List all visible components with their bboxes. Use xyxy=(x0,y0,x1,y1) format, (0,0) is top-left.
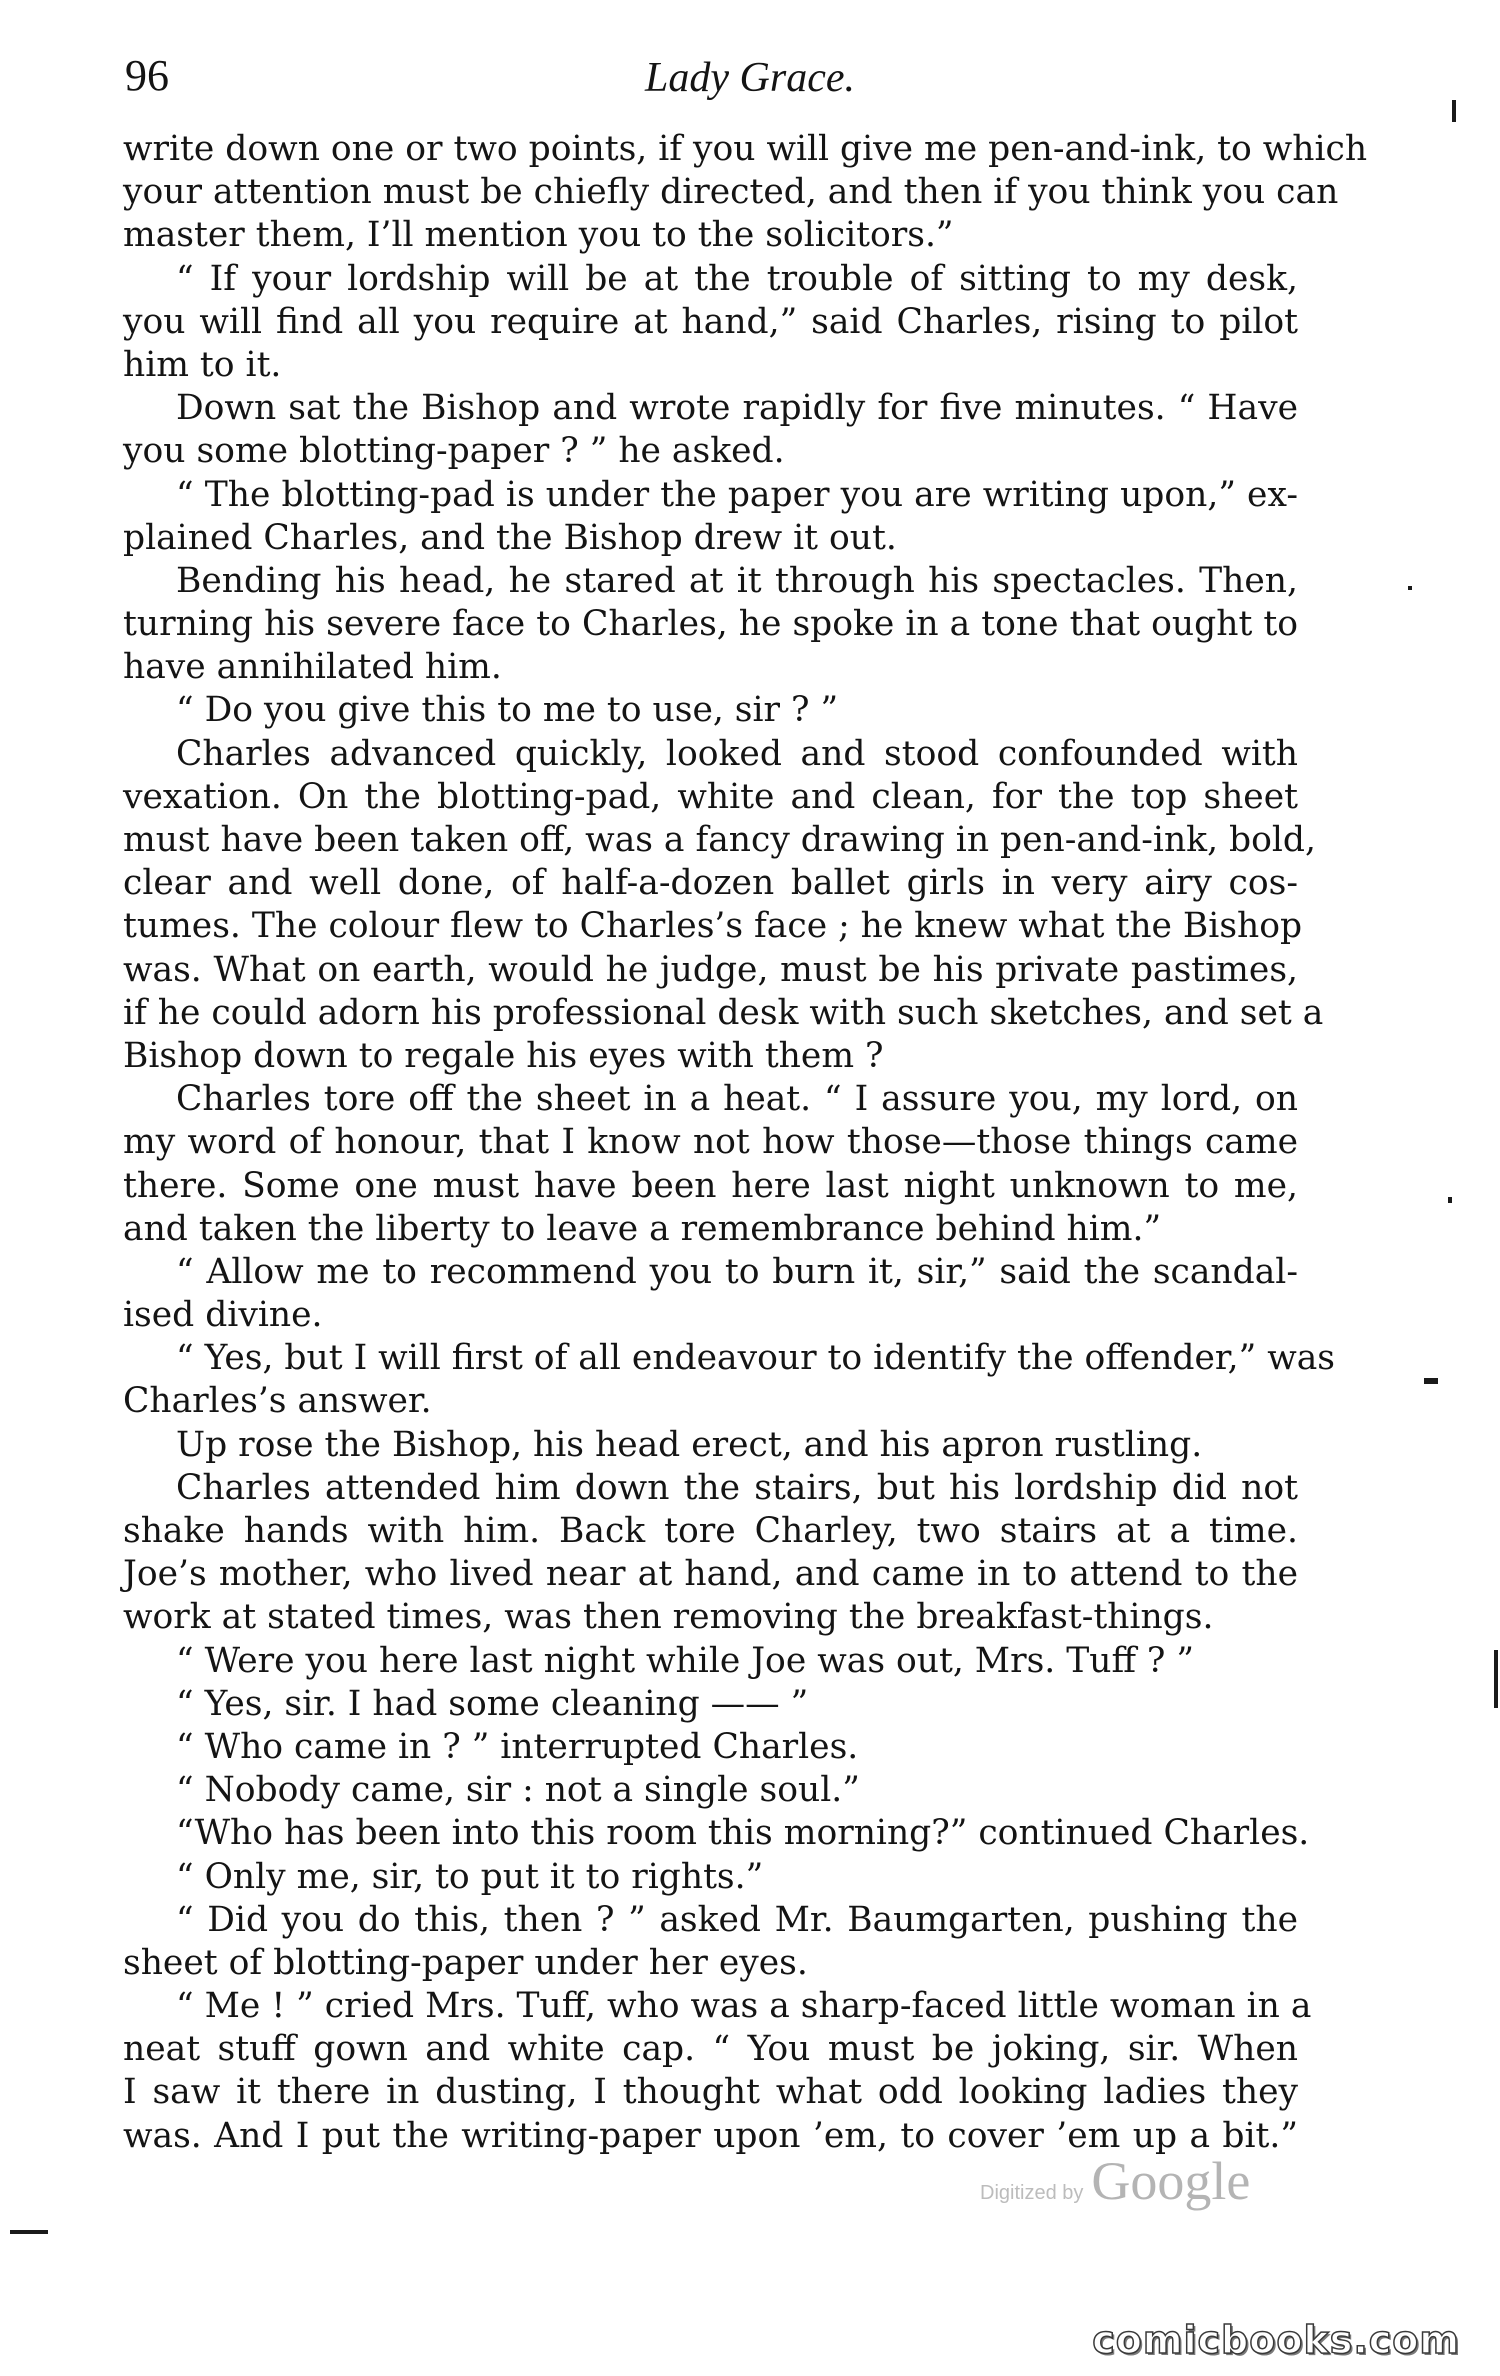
text-line: if he could adorn his professional desk with such sketches, and set a xyxy=(123,992,1324,1033)
page-body-text xyxy=(123,128,1368,2158)
text-line: Joe’s mother, who lived near at hand, and came in to attend to the xyxy=(123,1554,1298,1595)
text-line: “ Only me, sir, to put it to rights.” xyxy=(176,1856,764,1897)
text-line: shake hands with him. Back tore Charley, two stairs at a time. xyxy=(123,1511,1298,1551)
text-line: tumes. The colour flew to Charles’s face ; he knew what the Bishop xyxy=(123,906,1303,947)
text-line: “ If your lordship will be at the trouble of sitting to my desk, xyxy=(176,258,1298,299)
digitized-by-label: Digitized by xyxy=(980,2182,1084,2204)
text-line: Bending his head, he stared at it through his spectacles. Then, xyxy=(176,560,1298,601)
text-line: was. And I put the writing-paper upon ’em, to cover ’em up a bit.” xyxy=(123,2115,1298,2156)
margin-mark-left-dash xyxy=(10,2230,48,2234)
text-line: “ Were you here last night while Joe was out, Mrs. Tuff ? ” xyxy=(176,1640,1195,1681)
text-line: “ Did you do this, then ? ” asked Mr. Baumgarten, pushing the xyxy=(176,1899,1298,1940)
text-line: must have been taken off, was a fancy drawing in pen-and-ink, bold, xyxy=(123,820,1316,860)
text-line: “ Yes, but I will first of all endeavour to identify the offender,” was xyxy=(176,1338,1336,1379)
margin-mark-top xyxy=(1452,100,1456,122)
margin-mark-dot xyxy=(1448,1197,1452,1203)
text-line: work at stated times, was then removing the breakfast-things. xyxy=(123,1597,1214,1638)
text-line: your attention must be chiefly directed, and then if you think you can xyxy=(123,172,1339,213)
running-title: Lady Grace. xyxy=(645,55,855,101)
text-line: you some blotting-paper ? ” he asked. xyxy=(123,431,785,472)
text-line: ised divine. xyxy=(123,1295,323,1336)
text-line: sheet of blotting-paper under her eyes. xyxy=(123,1942,808,1983)
text-line: neat stuff gown and white cap. “ You must be joking, sir. When xyxy=(123,2029,1298,2070)
text-line: I saw it there in dusting, I thought what odd looking ladies they xyxy=(123,2072,1298,2113)
text-line: “ Nobody came, sir : not a single soul.” xyxy=(176,1770,860,1811)
text-line: Up rose the Bishop, his head erect, and his apron rustling. xyxy=(176,1424,1203,1465)
comicbooks-watermark: comicbooks.com xyxy=(1092,2318,1460,2362)
text-line: “ Do you give this to me to use, sir ? ” xyxy=(176,690,839,731)
text-line: him to it. xyxy=(123,344,282,385)
text-line: plained Charles, and the Bishop drew it out. xyxy=(123,517,897,558)
margin-mark-dash xyxy=(1424,1378,1438,1384)
text-line: turning his severe face to Charles, he spoke in a tone that ought to xyxy=(123,604,1298,645)
text-line: my word of honour, that I know not how those—those things came xyxy=(123,1122,1298,1163)
text-line: “ The blotting-pad is under the paper you are writing upon,” ex- xyxy=(176,474,1298,515)
digitized-by-google-mark xyxy=(980,2150,1250,2212)
text-line: Charles’s answer. xyxy=(123,1381,432,1422)
text-line: Charles advanced quickly, looked and stood confounded with xyxy=(176,733,1298,774)
text-line: “ Who came in ? ” interrupted Charles. xyxy=(176,1726,859,1767)
text-line: write down one or two points, if you will give me pen-and-ink, to which xyxy=(123,129,1368,169)
text-line: Charles attended him down the stairs, but his lordship did not xyxy=(176,1467,1298,1508)
text-line: Bishop down to regale his eyes with them ? xyxy=(123,1035,884,1076)
text-line: “ Allow me to recommend you to burn it, sir,” said the scandal- xyxy=(176,1251,1298,1292)
text-line: and taken the liberty to leave a remembrance behind him.” xyxy=(123,1208,1162,1249)
text-line: Down sat the Bishop and wrote rapidly for five minutes. “ Have xyxy=(176,388,1298,429)
text-line: Charles tore off the sheet in a heat. “ I assure you, my lord, on xyxy=(176,1079,1298,1120)
text-line: there. Some one must have been here last night unknown to me, xyxy=(123,1165,1298,1206)
page-number: 96 xyxy=(125,51,169,100)
text-line: was. What on earth, would he judge, must be his private pastimes, xyxy=(123,949,1298,990)
google-logo-text: Google xyxy=(1091,2151,1251,2211)
text-line: “Who has been into this room this morning?” continued Charles. xyxy=(176,1813,1310,1854)
text-line: you will find all you require at hand,” said Charles, rising to pilot xyxy=(123,301,1298,342)
text-line: “ Yes, sir. I had some cleaning —— ” xyxy=(176,1683,809,1724)
text-line: have annihilated him. xyxy=(123,647,502,688)
text-line: “ Me ! ” cried Mrs. Tuff, who was a sharp-faced little woman in a xyxy=(176,1986,1312,2027)
text-line: master them, I’ll mention you to the solicitors.” xyxy=(123,215,954,256)
margin-mark-edge xyxy=(1494,1650,1498,1708)
margin-mark-dot xyxy=(1408,586,1412,590)
text-line: clear and well done, of half-a-dozen ballet girls in very airy cos- xyxy=(123,863,1298,904)
text-line: vexation. On the blotting-pad, white and clean, for the top sheet xyxy=(123,776,1298,817)
